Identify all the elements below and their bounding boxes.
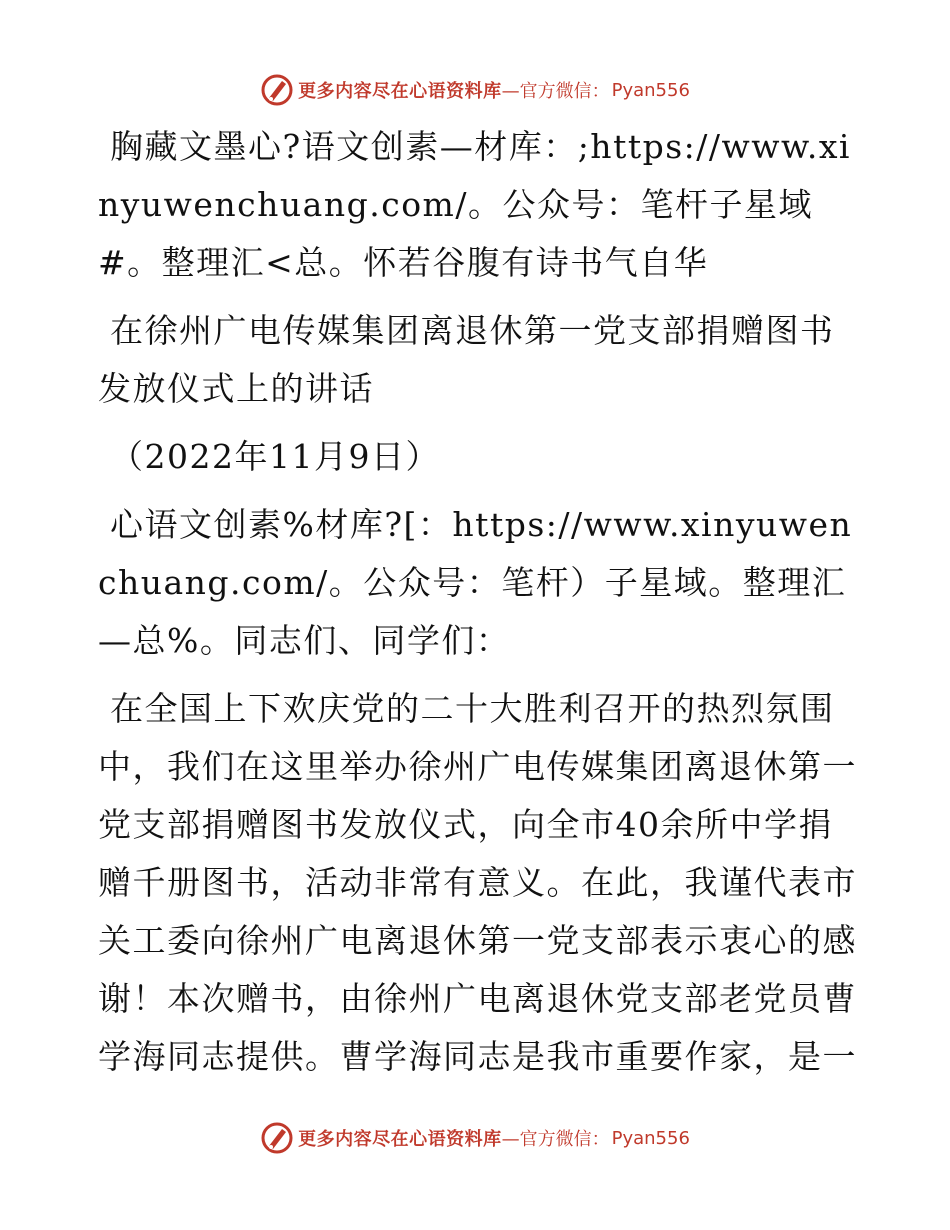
- pen-logo-icon: [260, 73, 294, 107]
- body-paragraph: 在全国上下欢庆党的二十大胜利召开的热烈氛围中，我们在这里举办徐州广电传媒集团离退休第一党支部捐赠图书发放仪式，向全市40余所中学捐赠千册图书，活动非常有意义。在此，我谨代表市关工委向徐州广电离退休第一党支部表示衷心的感谢！本次赠书，由徐州广电离退休党支部老党员曹学海同志提供。曹学海同志是我市重要作家，是一: [98, 689, 857, 1076]
- speech-title: 在徐州广电传媒集团离退休第一党支部捐赠图书发放仪式上的讲话: [98, 311, 835, 408]
- footer-watermark: [0, 1118, 950, 1158]
- pen-logo-icon: [260, 1121, 294, 1155]
- watermark-main-text: 更多内容尽在心语资料库: [298, 81, 502, 102]
- watermark-wechat-id: Pyan556: [611, 79, 690, 101]
- watermark-main-text: 更多内容尽在心语资料库: [298, 1129, 502, 1150]
- intro-paragraph: 胸藏文墨心?语文创素—材库：;https://www.xinyuwenchuang.com/。公众号：笔杆子星域#。整理汇<总。怀若谷腹有诗书气自华: [98, 127, 851, 282]
- document-body: [98, 118, 858, 1086]
- speech-date: （2022年11月9日）: [110, 437, 440, 476]
- greeting-paragraph: 心语文创素%材库?[：https://www.xinyuwenchuang.com/。公众号：笔杆）子星域。整理汇—总%。同志们、同学们：: [98, 505, 853, 660]
- watermark-sub-text: —官方微信：: [501, 81, 610, 102]
- watermark-sub-text: —官方微信：: [501, 1129, 610, 1150]
- header-watermark: [0, 70, 950, 110]
- watermark-wechat-id: Pyan556: [611, 1127, 690, 1149]
